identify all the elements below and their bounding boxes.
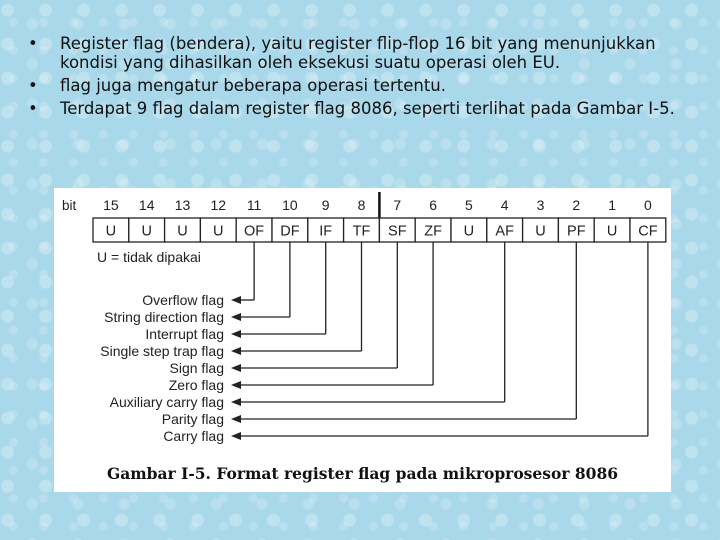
flag-name-label: Zero flag [168,377,224,393]
flag-name-label: Carry flag [163,428,224,444]
bullet-text: Register flag (bendera), yaitu register flip-flop 16 bit yang menunjukkan kondisi yang dihasilkan oleh eksekusi suatu operasi oleh EU. [60,34,656,72]
flag-name-label: Interrupt flag [145,326,224,342]
bit-number: 7 [393,197,402,213]
register-cell-label: DF [280,223,300,240]
register-cell-label: U [213,223,224,240]
register-cell-label: AF [495,223,514,240]
arrowhead-icon [231,432,241,440]
arrowhead-icon [231,296,241,304]
legend-text: U = tidak dipakai [97,249,201,265]
flag-name-label: Overflow flag [142,292,224,308]
bit-label: bit [62,198,77,213]
register-cell-label: U [535,223,546,240]
register-cell-label: U [177,223,188,240]
bit-number: 14 [138,197,155,213]
bit-number: 4 [500,197,509,213]
register-cell-label: OF [244,223,265,240]
bullet-item [28,76,698,95]
bit-number: 2 [572,197,581,213]
arrowhead-icon [231,347,241,355]
bit-number: 9 [321,197,330,213]
flag-name-label: Parity flag [161,411,224,427]
bullet-dot: • [28,99,38,118]
bullet-text: Terdapat 9 flag dalam register flag 8086, seperti terlihat pada Gambar I-5. [60,99,675,118]
bit-number: 11 [246,197,262,213]
bit-number: 3 [536,197,545,213]
bullet-text: flag juga mengatur beberapa operasi tertentu. [60,76,446,95]
register-cell-label: U [141,223,152,240]
flag-name-label: Auxiliary carry flag [109,394,224,410]
bit-number: 1 [608,197,616,213]
bullet-item [28,34,698,72]
flag-name-label: Single step trap flag [100,343,224,359]
bullet-item [28,99,698,118]
bit-number: 6 [429,197,437,213]
register-cell-label: TF [352,223,371,240]
register-cell-label: CF [638,223,658,240]
register-cell-label: U [606,223,618,240]
register-cell-label: ZF [424,223,442,240]
register-cell-label: U [463,223,475,240]
arrowhead-icon [231,381,241,389]
register-cell-label: SF [388,223,407,240]
bit-number: 10 [282,197,298,213]
bit-number: 15 [103,197,119,213]
arrowhead-icon [231,415,241,423]
flag-register-diagram [54,188,671,492]
register-cell-label: PF [567,223,586,240]
bullet-list [28,34,698,122]
register-cell-label: IF [319,223,333,240]
arrowhead-icon [231,364,241,372]
flag-name-label: Sign flag [169,360,224,376]
bit-number: 5 [465,197,473,213]
arrowhead-icon [231,330,241,338]
bullet-dot: • [28,34,38,53]
bullet-dot: • [28,76,38,95]
bit-number: 8 [357,197,366,213]
figure-caption: Gambar I-5. Format register flag pada mikroprosesor 8086 [106,464,619,483]
bit-number: 0 [644,197,652,213]
flag-name-label: String direction flag [104,309,224,325]
flag-register-figure [54,188,671,492]
arrowhead-icon [231,313,241,321]
bit-number: 12 [210,197,227,213]
bit-number: 13 [174,197,191,213]
arrowhead-icon [231,398,241,406]
register-cell-label: U [105,223,117,240]
